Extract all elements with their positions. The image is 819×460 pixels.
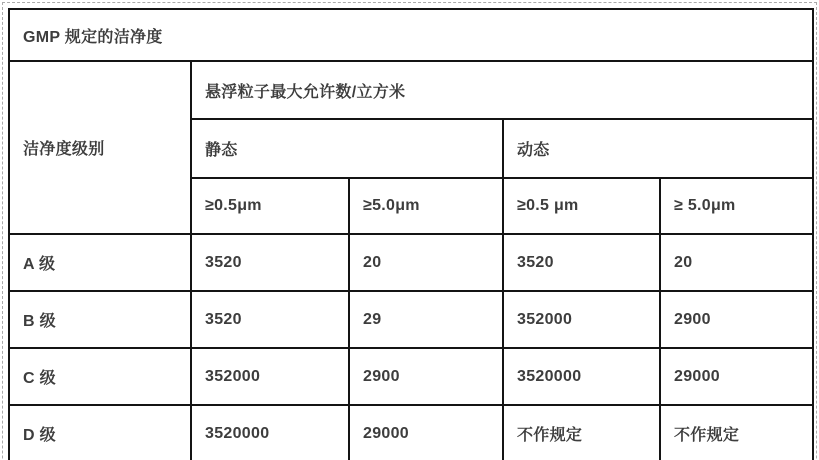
cell-value: 3520000 bbox=[503, 348, 660, 405]
table-row-class-c bbox=[9, 348, 813, 405]
table-title-row bbox=[9, 9, 813, 61]
cell-value: 2900 bbox=[349, 348, 503, 405]
gmp-cleanliness-table bbox=[8, 8, 814, 460]
cell-value: 不作规定 bbox=[660, 405, 813, 460]
header-size-dynamic-50: ≥ 5.0μm bbox=[660, 178, 813, 234]
cell-value: 29 bbox=[349, 291, 503, 348]
row-label: B 级 bbox=[9, 291, 191, 348]
header-particle-limit: 悬浮粒子最大允许数/立方米 bbox=[191, 61, 813, 119]
table-row-class-d bbox=[9, 405, 813, 460]
cell-value: 352000 bbox=[503, 291, 660, 348]
table-title: GMP 规定的洁净度 bbox=[9, 9, 813, 61]
header-size-dynamic-05: ≥0.5 μm bbox=[503, 178, 660, 234]
cell-value: 20 bbox=[349, 234, 503, 291]
table-row-class-b bbox=[9, 291, 813, 348]
header-size-static-05: ≥0.5μm bbox=[191, 178, 349, 234]
cell-value: 3520 bbox=[191, 234, 349, 291]
cell-value: 3520000 bbox=[191, 405, 349, 460]
cell-value: 3520 bbox=[503, 234, 660, 291]
header-size-static-50: ≥5.0μm bbox=[349, 178, 503, 234]
cell-value: 352000 bbox=[191, 348, 349, 405]
table-row-class-a bbox=[9, 234, 813, 291]
cell-value: 20 bbox=[660, 234, 813, 291]
header-row-group bbox=[9, 61, 813, 119]
header-dynamic: 动态 bbox=[503, 119, 813, 178]
cell-value: 不作规定 bbox=[503, 405, 660, 460]
row-label: A 级 bbox=[9, 234, 191, 291]
header-static: 静态 bbox=[191, 119, 503, 178]
row-label: C 级 bbox=[9, 348, 191, 405]
cell-value: 3520 bbox=[191, 291, 349, 348]
row-label: D 级 bbox=[9, 405, 191, 460]
header-class-level: 洁净度级别 bbox=[9, 61, 191, 234]
cell-value: 29000 bbox=[349, 405, 503, 460]
cell-value: 29000 bbox=[660, 348, 813, 405]
cell-value: 2900 bbox=[660, 291, 813, 348]
